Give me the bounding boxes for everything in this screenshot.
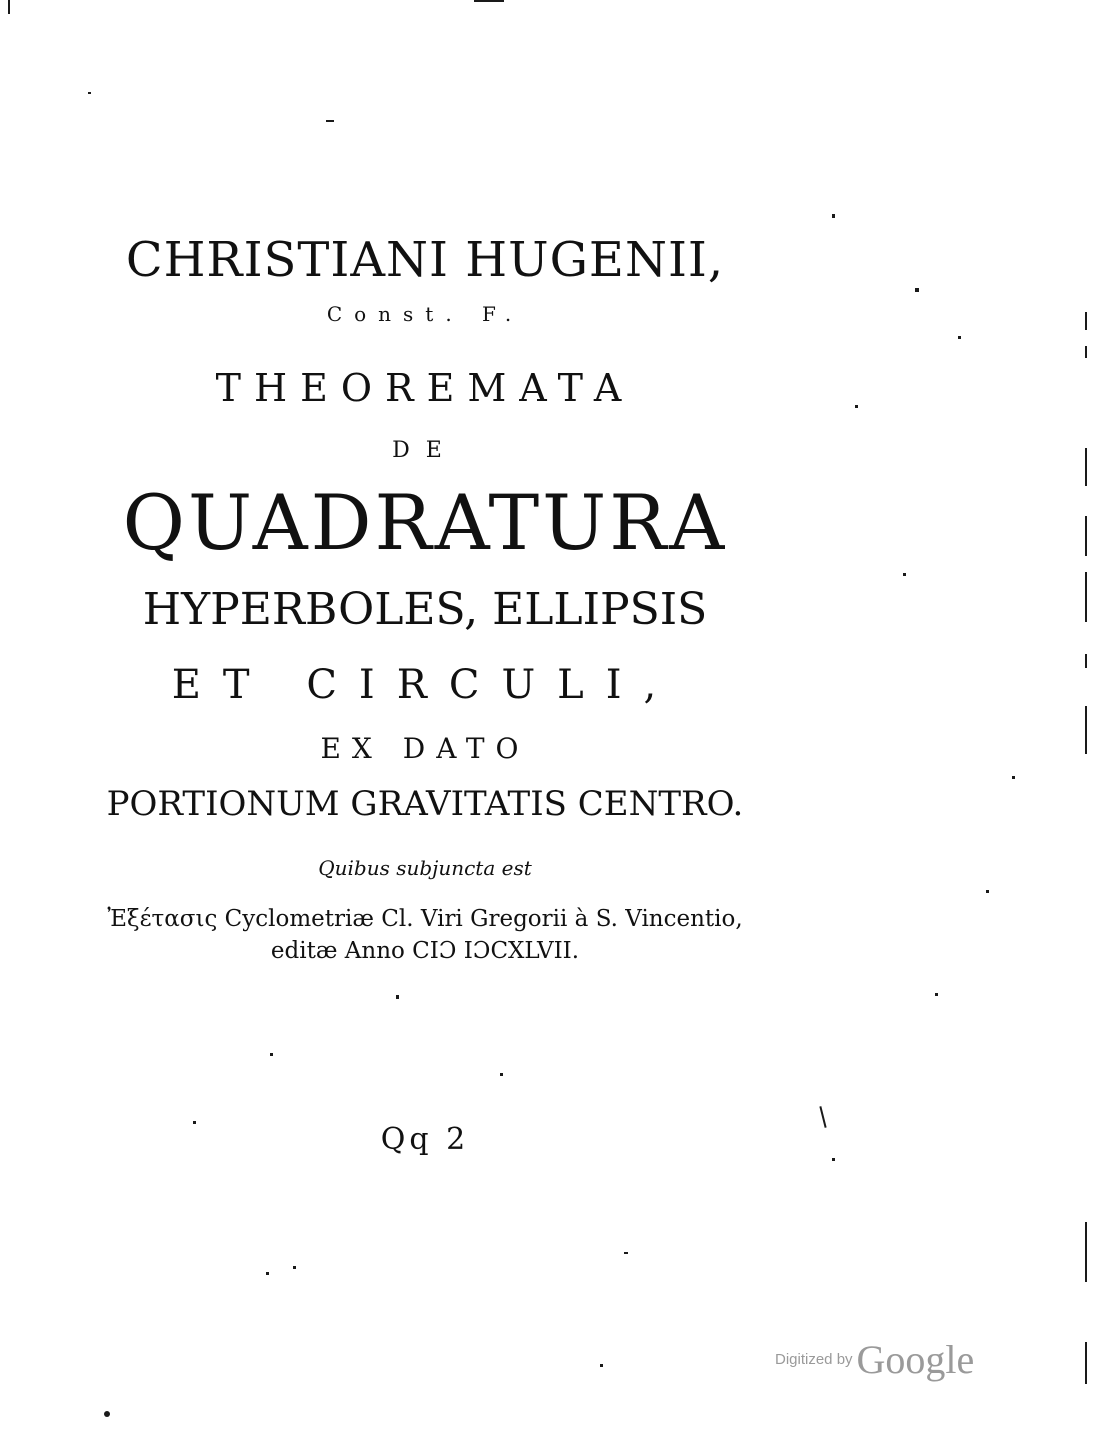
scan-speck [958, 336, 961, 339]
scan-speck [903, 573, 906, 576]
title-quadratura: QUADRATURA [122, 478, 728, 567]
author-name: CHRISTIANI HUGENII, [125, 232, 725, 288]
scan-speck [474, 0, 504, 2]
scan-edge-line [1085, 654, 1087, 668]
scan-speck [193, 1121, 196, 1124]
scan-speck [293, 1266, 296, 1269]
scan-speck [1012, 776, 1015, 779]
scan-speck [500, 1073, 503, 1076]
title-de: DE [392, 438, 458, 463]
scan-speck [832, 1158, 835, 1161]
title-et-circuli: ET CIRCULI, [171, 662, 679, 708]
scan-speck [396, 995, 399, 999]
author-subtitle: Const. F. [326, 302, 524, 326]
scan-speck [624, 1252, 628, 1254]
scan-speck [88, 92, 91, 94]
title-theoremata: THEOREMATA [215, 366, 635, 410]
scan-speck [600, 1364, 603, 1367]
watermark-google-logo: Google [856, 1337, 975, 1382]
scan-edge-line [1085, 448, 1087, 486]
scan-edge-line [1085, 1342, 1087, 1384]
digitized-by-google-watermark [775, 1336, 974, 1383]
subtitle-editae: editæ Anno CIƆ IƆCXLVII. [270, 938, 580, 964]
scan-edge-line [1085, 346, 1087, 358]
title-hyperboles: HYPERBOLES, ELLIPSIS [142, 584, 708, 635]
scan-speck [855, 405, 858, 408]
scan-edge-line [8, 0, 10, 14]
scan-edge-line [1085, 572, 1087, 622]
scan-speck [270, 1053, 273, 1056]
scan-edge-line [1085, 312, 1087, 330]
watermark-digitized-by: Digitized by [775, 1351, 853, 1368]
scan-speck [986, 890, 989, 893]
scan-edge-line [1085, 706, 1087, 754]
signature-mark: Qq 2 [380, 1122, 470, 1157]
scan-edge-line [1085, 1222, 1087, 1282]
title-portionum: PORTIONUM GRAVITATIS CENTRO. [106, 784, 744, 824]
scan-speck [326, 120, 334, 122]
scan-speck [104, 1411, 110, 1417]
title-ex-dato: EX DATO [320, 732, 530, 765]
scan-edge-line [1085, 516, 1087, 556]
scan-speck [935, 993, 938, 996]
scan-speck [915, 288, 919, 292]
subtitle-quibus: Quibus subjuncta est [318, 856, 532, 880]
subtitle-exetasis: Ἐξέτασις Cyclometriæ Cl. Viri Gregorii à S. Vincentio, [107, 906, 743, 932]
scan-speck [832, 214, 835, 218]
scan-speck [266, 1272, 269, 1275]
